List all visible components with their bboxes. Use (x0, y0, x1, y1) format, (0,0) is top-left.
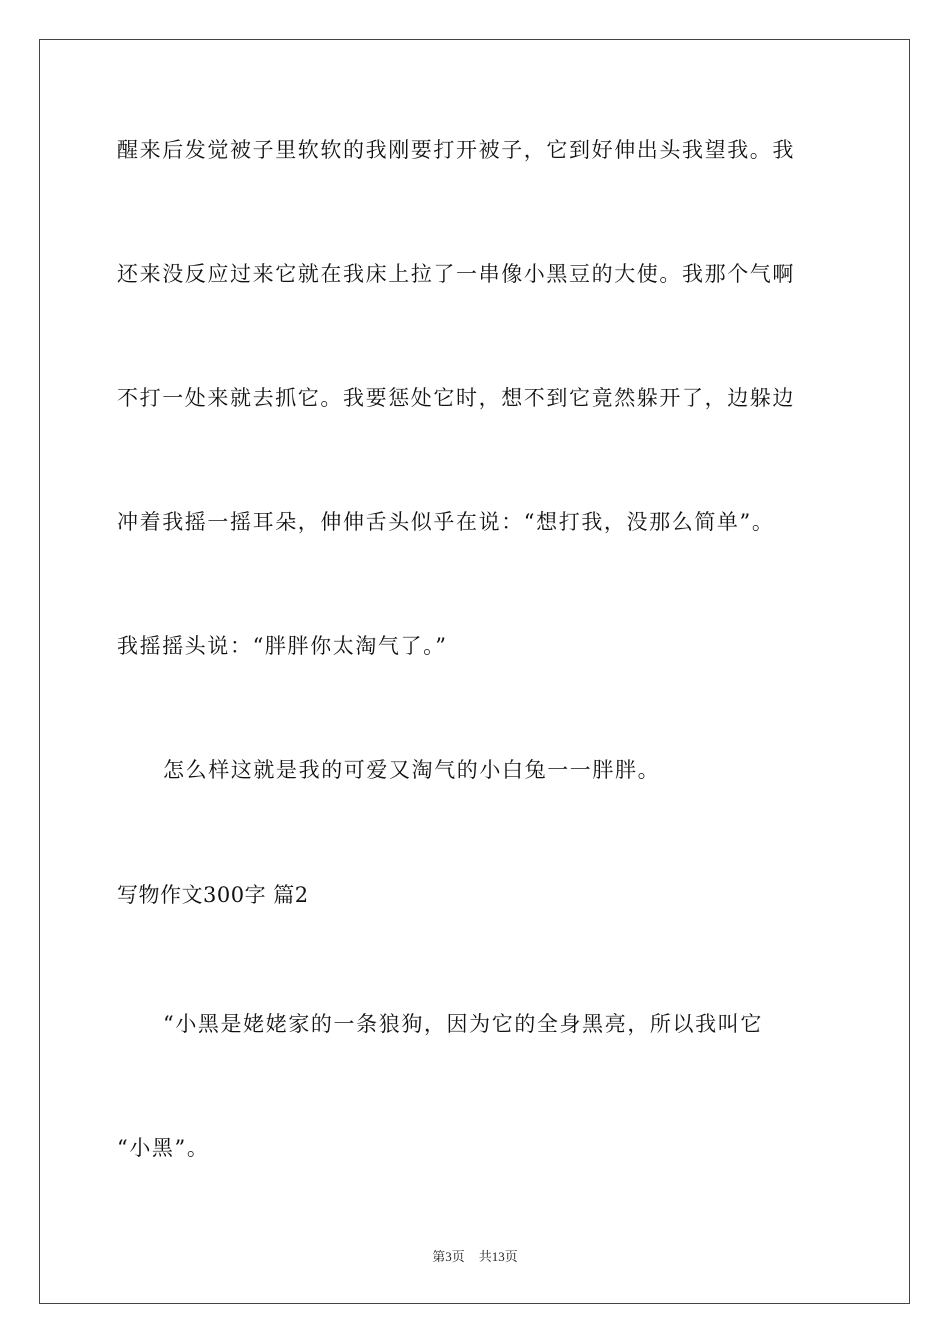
paragraph-line: 怎么样这就是我的可爱又淘气的小白兔一一胖胖。 (163, 758, 661, 782)
paragraph-line: 醒来后发觉被子里软软的我刚要打开被子，它到好伸出头我望我。我 (117, 138, 795, 162)
paragraph-line: “小黑是姥姥家的一条狼狗，因为它的全身黑亮，所以我叫它 (163, 1012, 763, 1036)
page-border (39, 39, 910, 1304)
paragraph-line: 还来没反应过来它就在我床上拉了一串像小黑豆的大使。我那个气啊 (117, 262, 795, 286)
page-footer (0, 1248, 950, 1266)
paragraph-line: “小黑”。 (117, 1136, 210, 1160)
page-number: 第3页 (432, 1249, 465, 1264)
section-heading: 写物作文300字 篇2 (117, 883, 309, 907)
paragraph-line: 不打一处来就去抓它。我要惩处它时，想不到它竟然躲开了，边躲边 (117, 386, 795, 410)
page-total: 共13页 (478, 1249, 518, 1264)
paragraph-line: 冲着我摇一摇耳朵，伸伸舌头似乎在说：“想打我，没那么简单”。 (117, 510, 775, 534)
paragraph-line: 我摇摇头说：“胖胖你太淘气了。” (117, 634, 448, 658)
